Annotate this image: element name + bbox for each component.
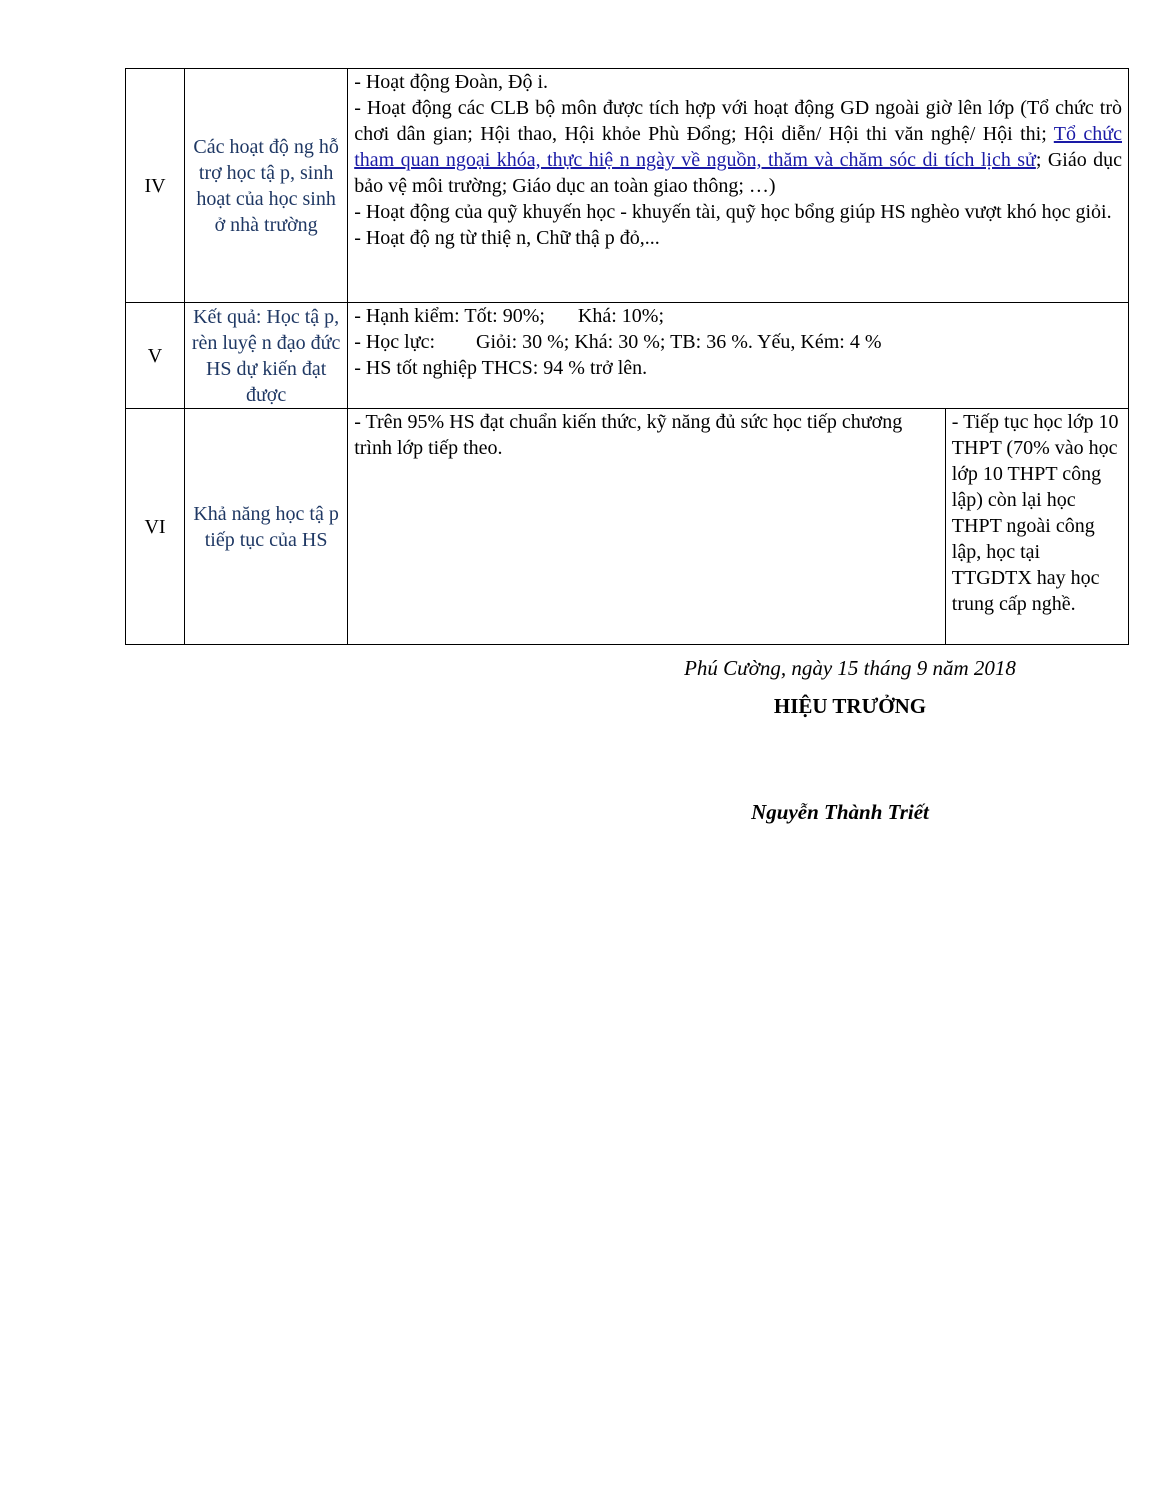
row-category: Khả năng học tậ p tiếp tục của HS — [185, 409, 348, 645]
row-number: IV — [126, 69, 185, 303]
row-number: VI — [126, 409, 185, 645]
row-category: Kết quả: Học tậ p, rèn luyệ n đạo đức HS dự kiến đạt được — [185, 303, 348, 409]
academic-label: - Học lực: — [354, 331, 436, 353]
conduct-fair: Khá: 10%; — [577, 305, 665, 327]
graduation-line: - HS tốt nghiệp THCS: 94 % trở lên. — [354, 357, 648, 379]
content-line: - Hoạt độ ng từ thiệ n, Chữ thậ p đỏ,... — [354, 227, 660, 249]
content-line: ; Giáo dục bảo vệ môi trường; Giáo dục an toàn giao thông; …) — [354, 149, 1122, 197]
conduct-line — [354, 303, 1122, 329]
row-side-note: - Tiếp tục học lớp 10 THPT (70% vào học lớp 10 THPT công lập) còn lại học THPT ngoài công lập, học tại TTGDTX hay học trung cấp nghề. — [945, 409, 1128, 645]
table-row — [126, 69, 1129, 303]
content-link[interactable]: Tổ chức tham quan ngoại khóa, thực hiệ n ngày về nguồn, thăm và chăm sóc di tích lịch sử — [354, 123, 1122, 171]
content-line: - Hoạt động của quỹ khuyến học - khuyến tài, quỹ học bổng giúp HS nghèo vượt khó học giỏi. — [354, 201, 1112, 223]
content-line: - Hoạt động các CLB bộ môn được tích hợp với hoạt động GD ngoài giờ lên lớp (Tổ chức trò chơi dân gian; Hội thao, Hội khỏe Phù Đổng; Hội diễn/ Hội thi văn nghệ/ Hội thi; — [354, 97, 1122, 145]
academic-values: Giỏi: 30 %; Khá: 30 %; TB: 36 %. Yếu, Kém: 4 % — [476, 331, 882, 353]
academic-line — [354, 329, 1122, 355]
signature-title: HIỆU TRƯỞNG — [773, 694, 927, 718]
conduct-label: - Hạnh kiểm: — [354, 305, 460, 327]
row-content — [348, 69, 1129, 303]
row-number: V — [126, 303, 185, 409]
row-content — [348, 303, 1129, 409]
content-line: - Hoạt động Đoàn, Độ i. — [354, 71, 549, 93]
signer-name: Nguyễn Thành Triết — [751, 800, 929, 824]
table-row — [126, 303, 1129, 409]
row-category: Các hoạt độ ng hỗ trợ học tậ p, sinh hoạt của học sinh ở nhà trường — [185, 69, 348, 303]
row-content: - Trên 95% HS đạt chuẩn kiến thức, kỹ năng đủ sức học tiếp chương trình lớp tiếp theo. — [348, 409, 946, 645]
date-line: Phú Cường, ngày 15 tháng 9 năm 2018 — [684, 656, 1016, 680]
table-row — [126, 409, 1129, 645]
plan-table — [125, 68, 1129, 645]
conduct-good: Tốt: 90%; — [464, 305, 545, 327]
